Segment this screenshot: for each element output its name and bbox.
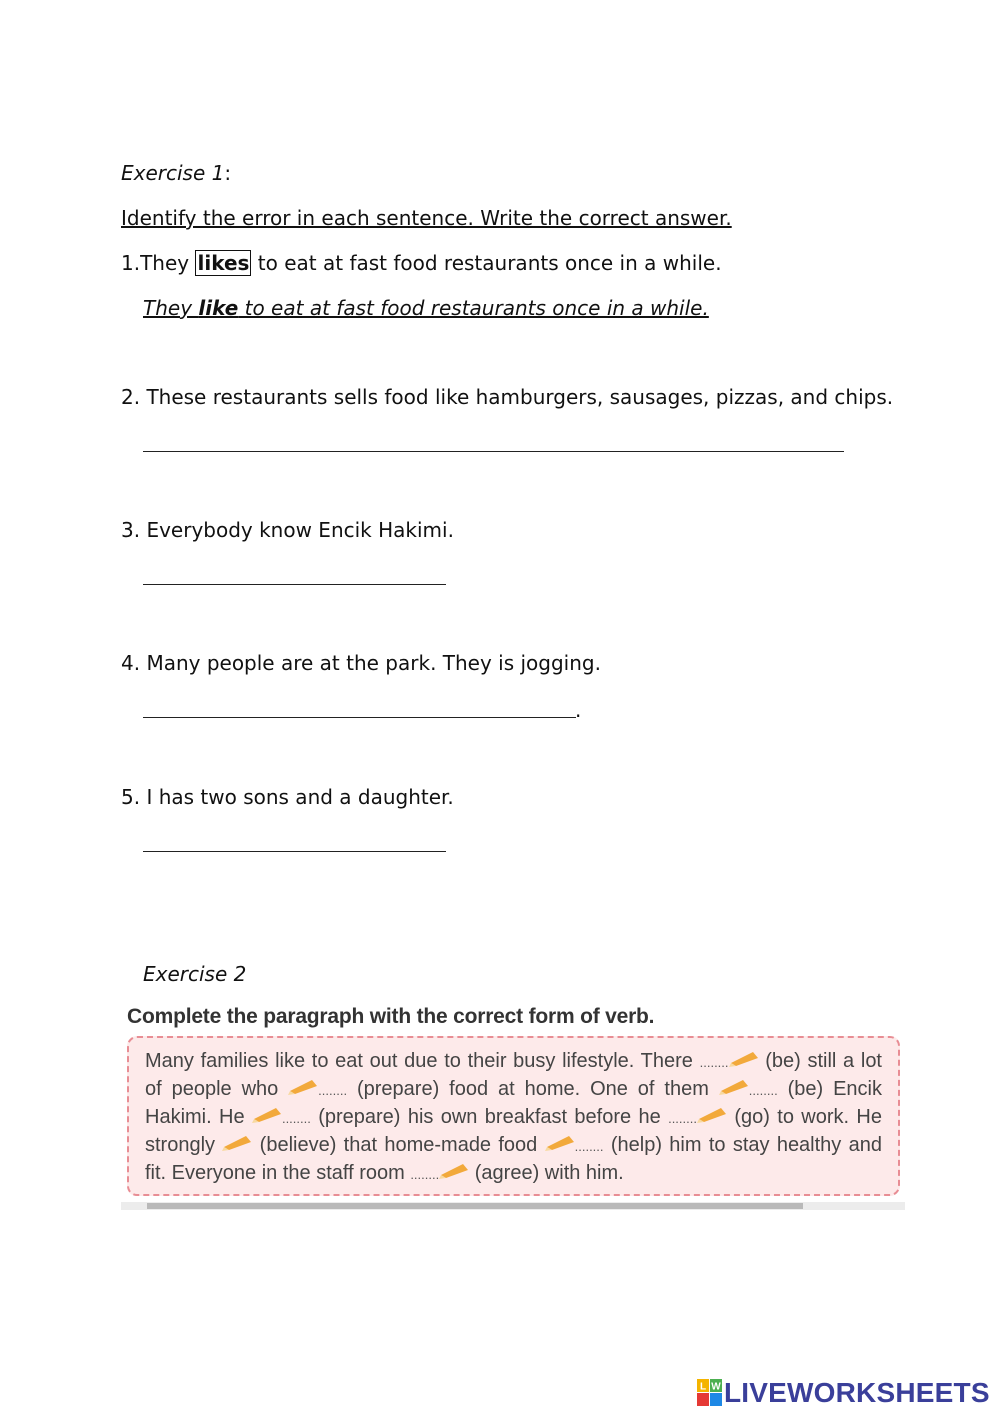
logo-letter: L	[699, 1381, 707, 1393]
answer-line-3[interactable]	[143, 584, 446, 585]
pencil-icon	[439, 1161, 469, 1179]
pencil-icon	[545, 1133, 575, 1151]
blank-6[interactable]	[222, 1134, 252, 1156]
answer-line-5[interactable]	[143, 851, 446, 852]
logo-blocks-icon	[697, 1379, 723, 1407]
paragraph-box	[127, 1036, 900, 1196]
pencil-icon	[252, 1105, 282, 1123]
logo-letter: W	[711, 1381, 721, 1393]
blank-1[interactable]: ........	[700, 1050, 759, 1072]
answer-line-2[interactable]	[143, 451, 844, 452]
question-5: 5. I has two sons and a daughter.	[121, 785, 454, 809]
blank-4[interactable]: ........	[252, 1106, 311, 1128]
exercise-1-instruction: Identify the error in each sentence. Write the correct answer.	[121, 206, 732, 230]
question-3: 3. Everybody know Encik Hakimi.	[121, 518, 454, 542]
error-word: likes	[197, 251, 250, 275]
question-1: 1.They likes to eat at fast food restaurants once in a while.	[121, 251, 722, 275]
pencil-icon	[729, 1049, 759, 1067]
scrollbar-thumb[interactable]	[147, 1203, 803, 1209]
pencil-icon	[697, 1105, 727, 1123]
pencil-icon	[222, 1133, 252, 1151]
horizontal-scrollbar[interactable]	[121, 1202, 905, 1210]
brand-name: LIVEWORKSHEETS	[724, 1377, 990, 1408]
blank-3[interactable]: ........	[719, 1078, 778, 1100]
question-2: 2. These restaurants sells food like hamburgers, sausages, pizzas, and chips.	[121, 385, 894, 409]
answer-4-period: .	[575, 698, 582, 722]
exercise-2-title: Exercise 2	[143, 962, 247, 986]
answer-line-4[interactable]	[143, 717, 576, 718]
question-4: 4. Many people are at the park. They is jogging.	[121, 651, 601, 675]
blank-8[interactable]: ........	[410, 1162, 469, 1184]
exercise-2-heading: Complete the paragraph with the correct form of verb.	[127, 1005, 655, 1028]
paragraph-text: Many families like to eat out due to their busy lifestyle. There ........ (be) still a lot of people who ........ (prepare) food at home. One of them ........ (be) Encik Hakimi. He ........ (prepare) his own breakfast before he ........ (go) to work. He strongly (believe) that home-made food ........ (help) him to stay healthy and fit. Everyone in the staff room ........ (agree) with him.	[145, 1050, 882, 1184]
liveworksheets-logo	[697, 1378, 990, 1408]
exercise-1-title: Exercise 1:	[121, 161, 232, 185]
pencil-icon	[719, 1077, 749, 1095]
pencil-icon	[288, 1077, 318, 1095]
blank-2[interactable]: ........	[288, 1078, 347, 1100]
question-1-answer: They like to eat at fast food restaurants once in a while.	[143, 296, 709, 320]
blank-5[interactable]: ........	[668, 1106, 727, 1128]
blank-7[interactable]: ........	[545, 1134, 604, 1156]
